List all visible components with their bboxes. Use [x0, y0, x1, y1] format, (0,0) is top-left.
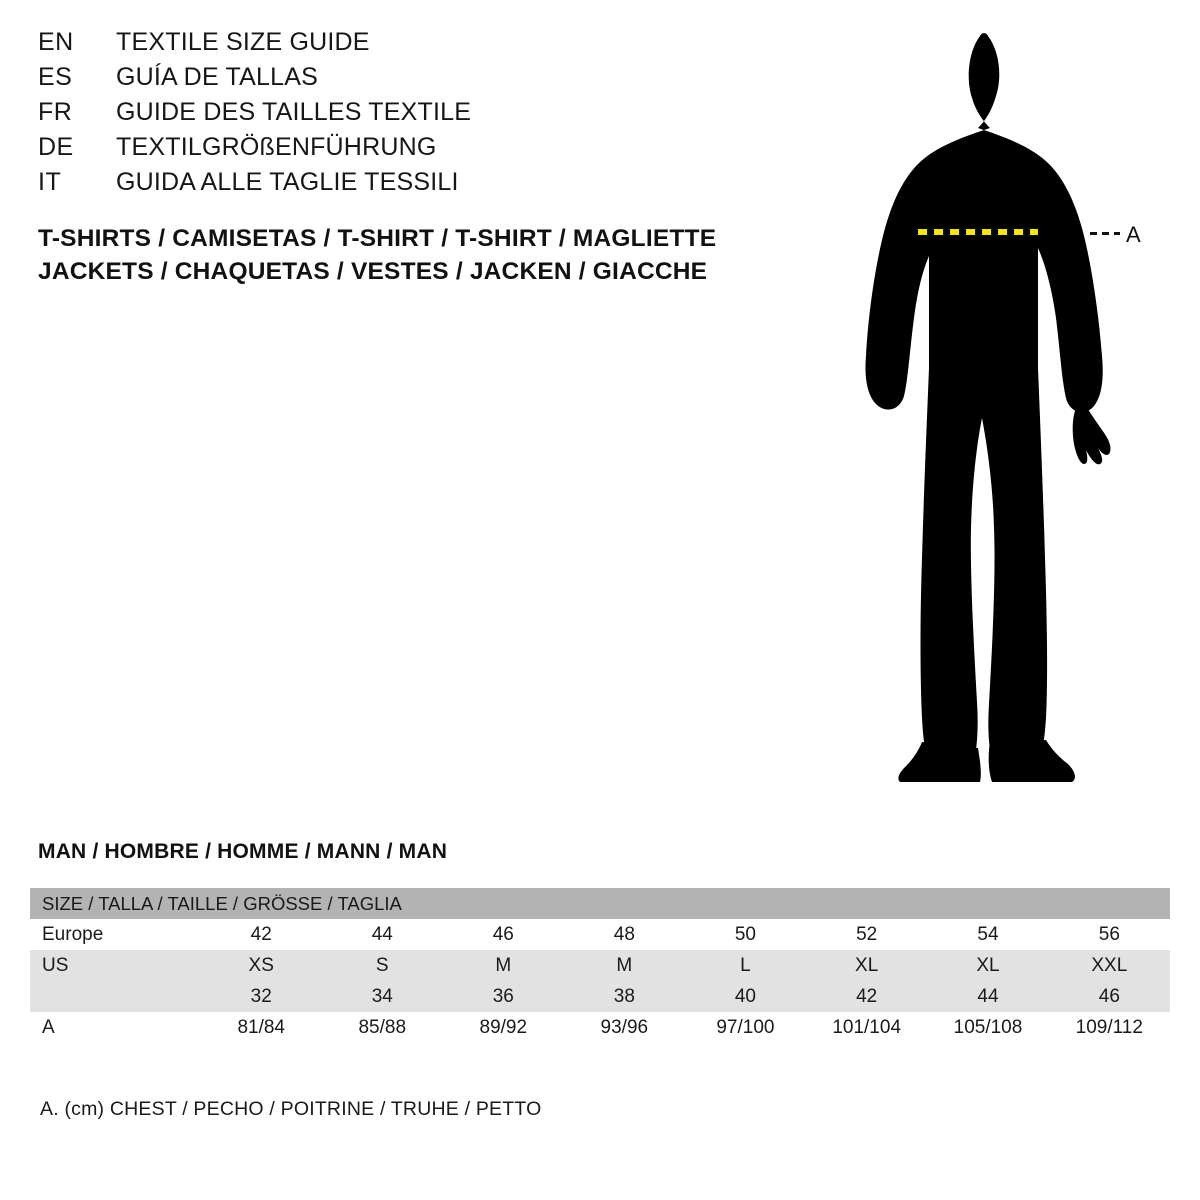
cell-numeric-2: 36: [443, 981, 564, 1012]
language-title: TEXTILE SIZE GUIDE: [116, 28, 370, 56]
cell-numeric-0: 32: [201, 981, 322, 1012]
language-row: [38, 133, 758, 168]
table-row: [30, 981, 1170, 1012]
cell-numeric-4: 40: [685, 981, 806, 1012]
category-list: [38, 222, 798, 288]
table-row: [30, 919, 1170, 950]
cell-us-7: XXL: [1049, 950, 1170, 981]
cell-europe-7: 56: [1049, 919, 1170, 950]
language-code: ES: [38, 63, 73, 91]
silhouette-icon: [790, 18, 1190, 788]
cell-a-7: 109/112: [1049, 1012, 1170, 1043]
cell-europe-4: 50: [685, 919, 806, 950]
category-jackets: JACKETS / CHAQUETAS / VESTES / JACKEN / GIACCHE: [38, 258, 708, 285]
language-title: GUIDE DES TAILLES TEXTILE: [116, 98, 472, 126]
table-footnote: A. (cm) CHEST / PECHO / POITRINE / TRUHE / PETTO: [40, 1098, 542, 1120]
row-label-us: US: [30, 950, 201, 981]
language-row: [38, 98, 758, 133]
cell-us-1: S: [322, 950, 443, 981]
language-row: [38, 28, 758, 63]
table-section-title: MAN / HOMBRE / HOMME / MANN / MAN: [38, 840, 448, 863]
table-row: [30, 1012, 1170, 1043]
cell-numeric-7: 46: [1049, 981, 1170, 1012]
row-label-europe: Europe: [30, 919, 201, 950]
cell-europe-1: 44: [322, 919, 443, 950]
language-code: IT: [38, 168, 62, 196]
cell-numeric-3: 38: [564, 981, 685, 1012]
cell-us-2: M: [443, 950, 564, 981]
language-title: GUÍA DE TALLAS: [116, 63, 318, 91]
language-row: [38, 168, 758, 203]
cell-a-6: 105/108: [927, 1012, 1048, 1043]
table-header-label: SIZE / TALLA / TAILLE / GRÖSSE / TAGLIA: [30, 888, 1170, 919]
size-table: [30, 888, 1170, 1043]
cell-a-5: 101/104: [806, 1012, 927, 1043]
cell-numeric-6: 44: [927, 981, 1048, 1012]
cell-a-3: 93/96: [564, 1012, 685, 1043]
cell-a-2: 89/92: [443, 1012, 564, 1043]
cell-us-3: M: [564, 950, 685, 981]
row-label-a: A: [30, 1012, 201, 1043]
row-label-numeric: [30, 981, 201, 1012]
cell-a-0: 81/84: [201, 1012, 322, 1043]
cell-numeric-1: 34: [322, 981, 443, 1012]
language-code: FR: [38, 98, 73, 126]
measure-leader-line: [1090, 232, 1120, 235]
man-silhouette-figure: [790, 18, 1190, 788]
cell-a-4: 97/100: [685, 1012, 806, 1043]
table-row: [30, 950, 1170, 981]
cell-europe-3: 48: [564, 919, 685, 950]
table-header-row: [30, 888, 1170, 919]
language-row: [38, 63, 758, 98]
language-title: TEXTILGRÖßENFÜHRUNG: [116, 133, 437, 161]
cell-us-6: XL: [927, 950, 1048, 981]
cell-us-0: XS: [201, 950, 322, 981]
language-list: [38, 28, 758, 203]
category-tshirts: T-SHIRTS / CAMISETAS / T-SHIRT / T-SHIRT / MAGLIETTE: [38, 225, 717, 252]
language-code: EN: [38, 28, 74, 56]
cell-numeric-5: 42: [806, 981, 927, 1012]
cell-europe-6: 54: [927, 919, 1048, 950]
cell-europe-2: 46: [443, 919, 564, 950]
language-code: DE: [38, 133, 74, 161]
measure-label-a: A: [1126, 222, 1141, 247]
language-title: GUIDA ALLE TAGLIE TESSILI: [116, 168, 459, 196]
cell-us-5: XL: [806, 950, 927, 981]
cell-us-4: L: [685, 950, 806, 981]
cell-a-1: 85/88: [322, 1012, 443, 1043]
cell-europe-0: 42: [201, 919, 322, 950]
cell-europe-5: 52: [806, 919, 927, 950]
